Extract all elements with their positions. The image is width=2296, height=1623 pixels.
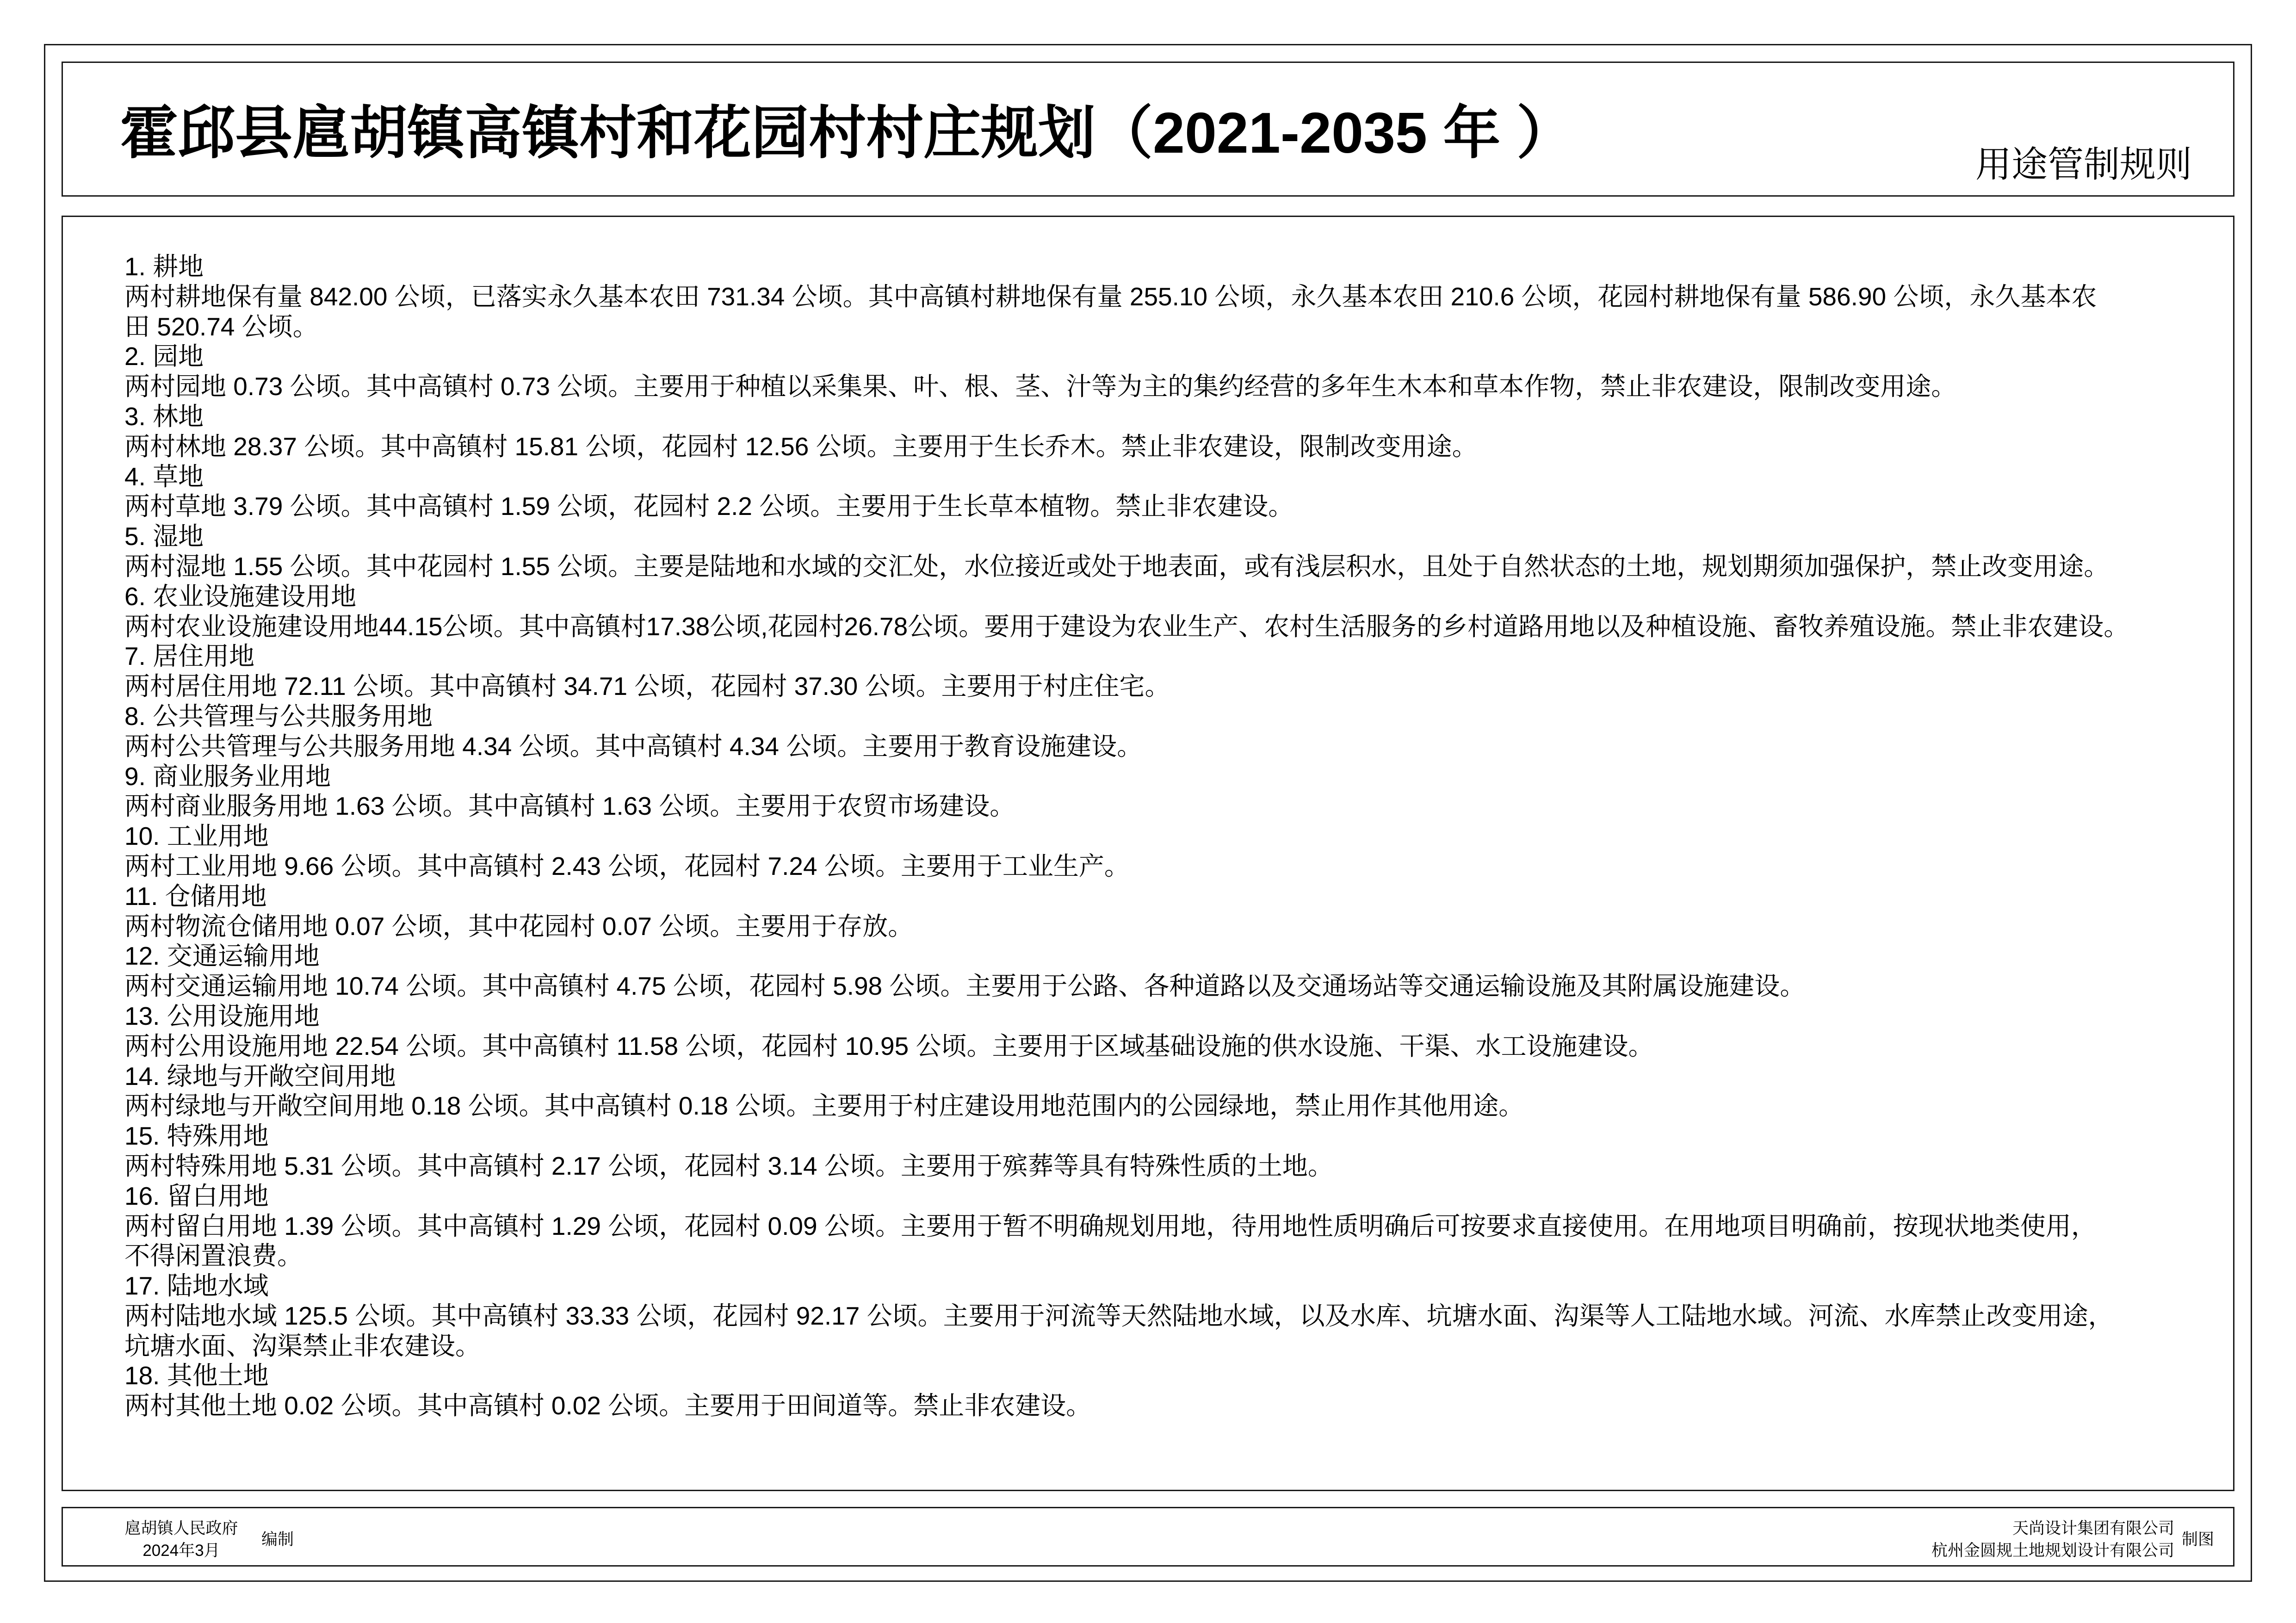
section-heading: 5. 湿地 — [124, 522, 204, 551]
section-residential-land — [124, 641, 2129, 701]
section-heading: 9. 商业服务业用地 — [124, 762, 331, 791]
section-heading: 15. 特殊用地 — [124, 1121, 269, 1151]
drafter-role-label: 制图 — [2182, 1530, 2215, 1549]
section-warehouse-land — [124, 881, 2129, 942]
section-text: 两村农业设施建设用地44.15公顷。其中高镇村17.38公顷,花园村26.78公顷。要用于建设为农业生产、农村生活服务的乡村道路用地以及种植设施、畜牧养殖设施。禁止非农建设。 — [124, 612, 2129, 641]
compile-date: 2024年3月 — [142, 1542, 220, 1560]
section-public-service-land — [124, 701, 2129, 762]
section-heading: 1. 耕地 — [124, 252, 204, 281]
section-industrial-land — [124, 821, 2129, 881]
footer-compiler — [112, 1518, 251, 1562]
section-heading: 17. 陆地水域 — [124, 1271, 269, 1301]
section-text: 两村林地 28.37 公顷。其中高镇村 15.81 公顷，花园村 12.56 公顷。主要用于生长乔木。禁止非农建设，限制改变用途。 — [124, 432, 1478, 461]
section-forest-land — [124, 402, 2129, 462]
section-transport-land — [124, 941, 2129, 1001]
section-text: 两村绿地与开敞空间用地 0.18 公顷。其中高镇村 0.18 公顷。主要用于村庄建设用地范围内的公园绿地，禁止用作其他用途。 — [124, 1091, 1524, 1121]
land-use-rules — [124, 252, 2129, 1421]
section-commercial-land — [124, 762, 2129, 822]
section-cultivated-land — [124, 252, 2129, 341]
section-land-water-area — [124, 1271, 2129, 1361]
section-text: 两村交通运输用地 10.74 公顷。其中高镇村 4.75 公顷，花园村 5.98 公顷。主要用于公路、各种道路以及交通场站等交通运输设施及其附属设施建设。 — [124, 972, 1806, 1001]
section-text: 两村公用设施用地 22.54 公顷。其中高镇村 11.58 公顷，花园村 10.95 公顷。主要用于区域基础设施的供水设施、干渠、水工设施建设。 — [124, 1031, 1654, 1060]
section-heading: 13. 公用设施用地 — [124, 1001, 320, 1030]
section-utility-land — [124, 1001, 2129, 1061]
section-text: 坑塘水面、沟渠禁止非农建设。 — [124, 1331, 481, 1360]
section-text: 两村草地 3.79 公顷。其中高镇村 1.59 公顷，花园村 2.2 公顷。主要用于生长草本植物。禁止非农建设。 — [124, 492, 1294, 521]
section-text: 两村陆地水域 125.5 公顷。其中高镇村 33.33 公顷，花园村 92.17 公顷。主要用于河流等天然陆地水域，以及水库、坑塘水面、沟渠等人工陆地水域。河流、水库禁止改变用途， — [124, 1301, 2114, 1330]
drafter-name: 天尚设计集团有限公司 — [2012, 1519, 2174, 1537]
section-text: 两村物流仓储用地 0.07 公顷，其中花园村 0.07 公顷。主要用于存放。 — [124, 911, 914, 941]
section-text: 两村园地 0.73 公顷。其中高镇村 0.73 公顷。主要用于种植以采集果、叶、根、茎、汁等为主的集约经营的多年生木本和草本作物，禁止非农建设，限制改变用途。 — [124, 372, 1957, 401]
section-heading: 8. 公共管理与公共服务用地 — [124, 701, 433, 731]
section-reserved-land — [124, 1181, 2129, 1271]
page-subtitle: 用途管制规则 — [1975, 144, 2192, 185]
section-heading: 18. 其他土地 — [124, 1361, 269, 1390]
section-heading: 7. 居住用地 — [124, 642, 255, 671]
page-title: 霍邱县扈胡镇高镇村和花园村村庄规划（2021-2035 年 ） — [120, 101, 1574, 165]
section-grassland — [124, 462, 2129, 522]
section-text: 两村商业服务用地 1.63 公顷。其中高镇村 1.63 公顷。主要用于农贸市场建设。 — [124, 792, 1015, 821]
section-heading: 6. 农业设施建设用地 — [124, 582, 357, 611]
section-text: 两村特殊用地 5.31 公顷。其中高镇村 2.17 公顷，花园村 3.14 公顷。主要用于殡葬等具有特殊性质的土地。 — [124, 1151, 1333, 1180]
section-heading: 4. 草地 — [124, 462, 204, 491]
section-heading: 14. 绿地与开敞空间用地 — [124, 1061, 396, 1090]
compiler-role-label: 编制 — [261, 1530, 294, 1549]
section-agricultural-facility-land — [124, 582, 2129, 642]
footer-drafters — [1931, 1518, 2174, 1562]
section-heading: 10. 工业用地 — [124, 822, 269, 851]
section-heading: 16. 留白用地 — [124, 1181, 269, 1210]
section-text: 两村居住用地 72.11 公顷。其中高镇村 34.71 公顷，花园村 37.30 公顷。主要用于村庄住宅。 — [124, 672, 1170, 701]
section-heading: 3. 林地 — [124, 402, 204, 431]
section-text: 田 520.74 公顷。 — [124, 312, 318, 341]
section-heading: 12. 交通运输用地 — [124, 942, 320, 971]
section-other-land — [124, 1361, 2129, 1421]
section-wetland — [124, 521, 2129, 582]
section-heading: 11. 仓储用地 — [124, 881, 267, 911]
section-text: 两村湿地 1.55 公顷。其中花园村 1.55 公顷。主要是陆地和水域的交汇处，水位接近或处于地表面，或有浅层积水，且处于自然状态的土地，规划期须加强保护，禁止改变用途。 — [124, 551, 2110, 581]
section-text: 两村公共管理与公共服务用地 4.34 公顷。其中高镇村 4.34 公顷。主要用于教育设施建设。 — [124, 731, 1143, 761]
section-garden-land — [124, 341, 2129, 402]
compiler-name: 扈胡镇人民政府 — [124, 1519, 238, 1537]
section-text: 两村工业用地 9.66 公顷。其中高镇村 2.43 公顷，花园村 7.24 公顷。主要用于工业生产。 — [124, 851, 1130, 880]
section-text: 两村留白用地 1.39 公顷。其中高镇村 1.29 公顷，花园村 0.09 公顷。主要用于暂不明确规划用地，待用地性质明确后可按要求直接使用。在用地项目明确前，按现状地类使用， — [124, 1211, 2097, 1240]
section-special-land — [124, 1121, 2129, 1181]
footer-box — [62, 1507, 2234, 1567]
section-text: 两村其他土地 0.02 公顷。其中高镇村 0.02 公顷。主要用于田间道等。禁止非农建设。 — [124, 1391, 1092, 1420]
section-text: 两村耕地保有量 842.00 公顷，已落实永久基本农田 731.34 公顷。其中高镇村耕地保有量 255.10 公顷，永久基本农田 210.6 公顷，花园村耕地保有量 586.90 公顷，永久基本农 — [124, 282, 2097, 311]
section-green-open-space-land — [124, 1061, 2129, 1121]
section-heading: 2. 园地 — [124, 342, 204, 371]
drafter-name: 杭州金圆规土地规划设计有限公司 — [1931, 1542, 2174, 1560]
section-text: 不得闲置浪费。 — [124, 1241, 303, 1270]
